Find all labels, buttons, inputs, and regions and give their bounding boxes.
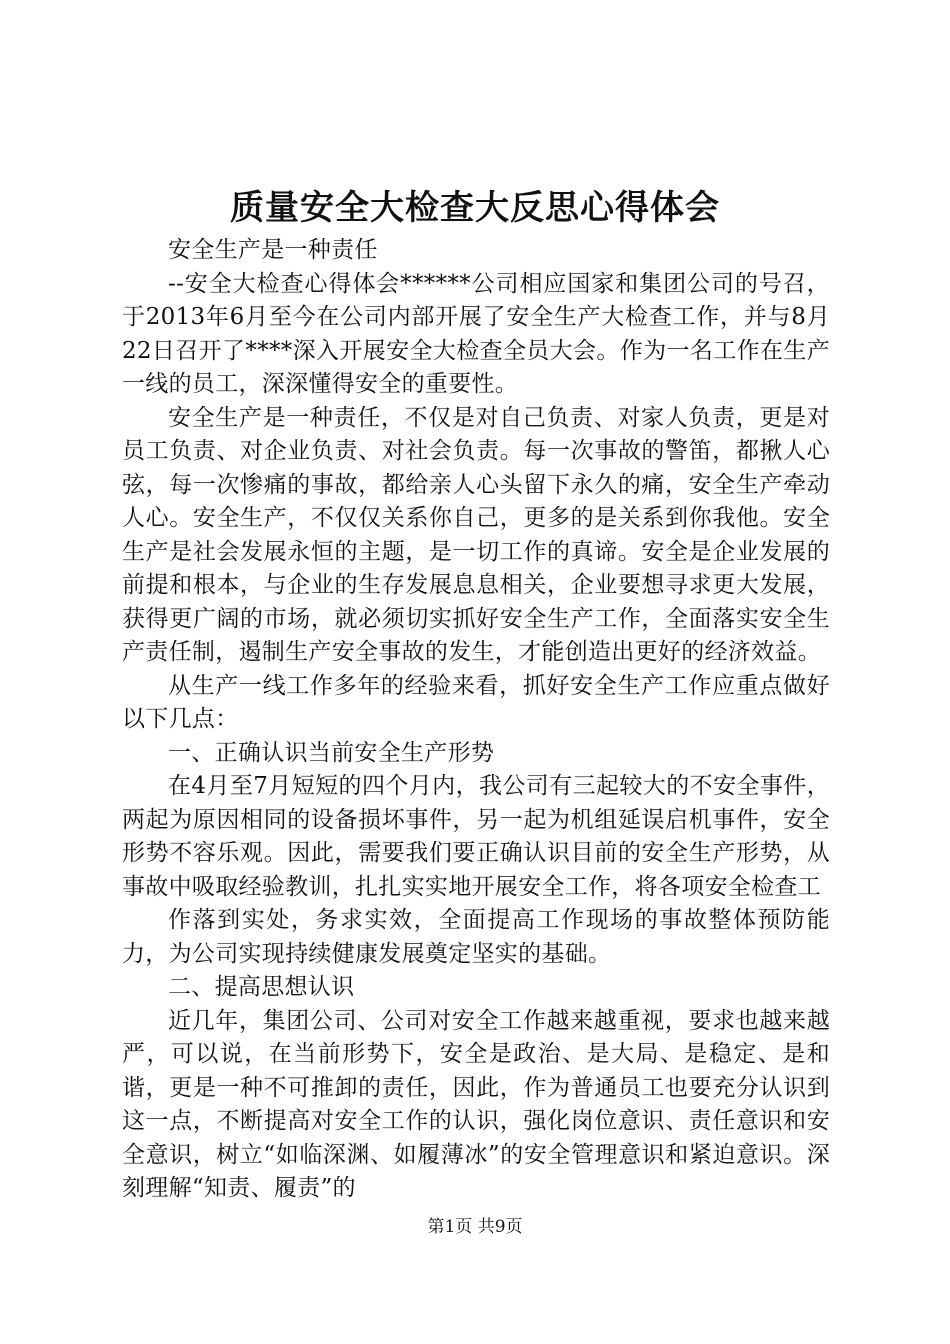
paragraph: 作落到实处，务求实效，全面提高工作现场的事故整体预防能力，为公司实现持续健康发展奠定坚实的基础。 [122, 907, 830, 967]
section-heading: 一、正确认识当前安全生产形势 [168, 739, 495, 766]
paragraph: 从生产一线工作多年的经验来看，抓好安全生产工作应重点做好以下几点： [122, 672, 830, 732]
paragraph: 在4月至7月短短的四个月内，我公司有三起较大的不安全事件，两起为原因相同的设备损坏事件，另一起为机组延误启机事件，安全形势不容乐观。因此，需要我们要正确认识目前的安全生产形势，从事故中吸取经验教训，扎扎实实地开展安全工作，将各项安全检查工 [122, 773, 830, 900]
paragraph: --安全大检查心得体会******公司相应国家和集团公司的号召，于2013年6月至今在公司内部开展了安全生产大检查工作，并与8月22日召开了****深入开展安全大检查全员大会。作为一名工作在生产一线的员工，深深懂得安全的重要性。 [122, 270, 830, 397]
section-heading: 二、提高思想认识 [168, 974, 355, 1000]
document-title: 质量安全大检查大反思心得体会 [230, 188, 720, 228]
page-footer: 第1页 共9页 [427, 1217, 523, 1237]
paragraph: 近几年，集团公司、公司对安全工作越来越重视，要求也越来越严，可以说，在当前形势下，安全是政治、是大局、是稳定、是和谐，更是一种不可推卸的责任，因此，作为普通员工也要充分认识到这一点，不断提高对安全工作的认识，强化岗位意识、责任意识和安全意识，树立“如临深渊、如履薄冰”的安全管理意识和紧迫意识。深刻理解“知责、履责”的 [122, 1007, 830, 1201]
paragraph: 安全生产是一种责任，不仅是对自己负责、对家人负责，更是对员工负责、对企业负责、对社会负责。每一次事故的警笛，都揪人心弦，每一次惨痛的事故，都给亲人心头留下永久的痛，安全生产牵动人心。安全生产，不仅仅关系你自己，更多的是关系到你我他。安全生产是社会发展永恒的主题，是一切工作的真谛。安全是企业发展的前提和根本，与企业的生存发展息息相关，企业要想寻求更大发展，获得更广阔的市场，就必须切实抓好安全生产工作，全面落实安全生产责任制，遏制生产安全事故的发生，才能创造出更好的经济效益。 [122, 404, 830, 665]
paragraph: 安全生产是一种责任 [168, 237, 378, 263]
document-body [122, 234, 830, 1206]
